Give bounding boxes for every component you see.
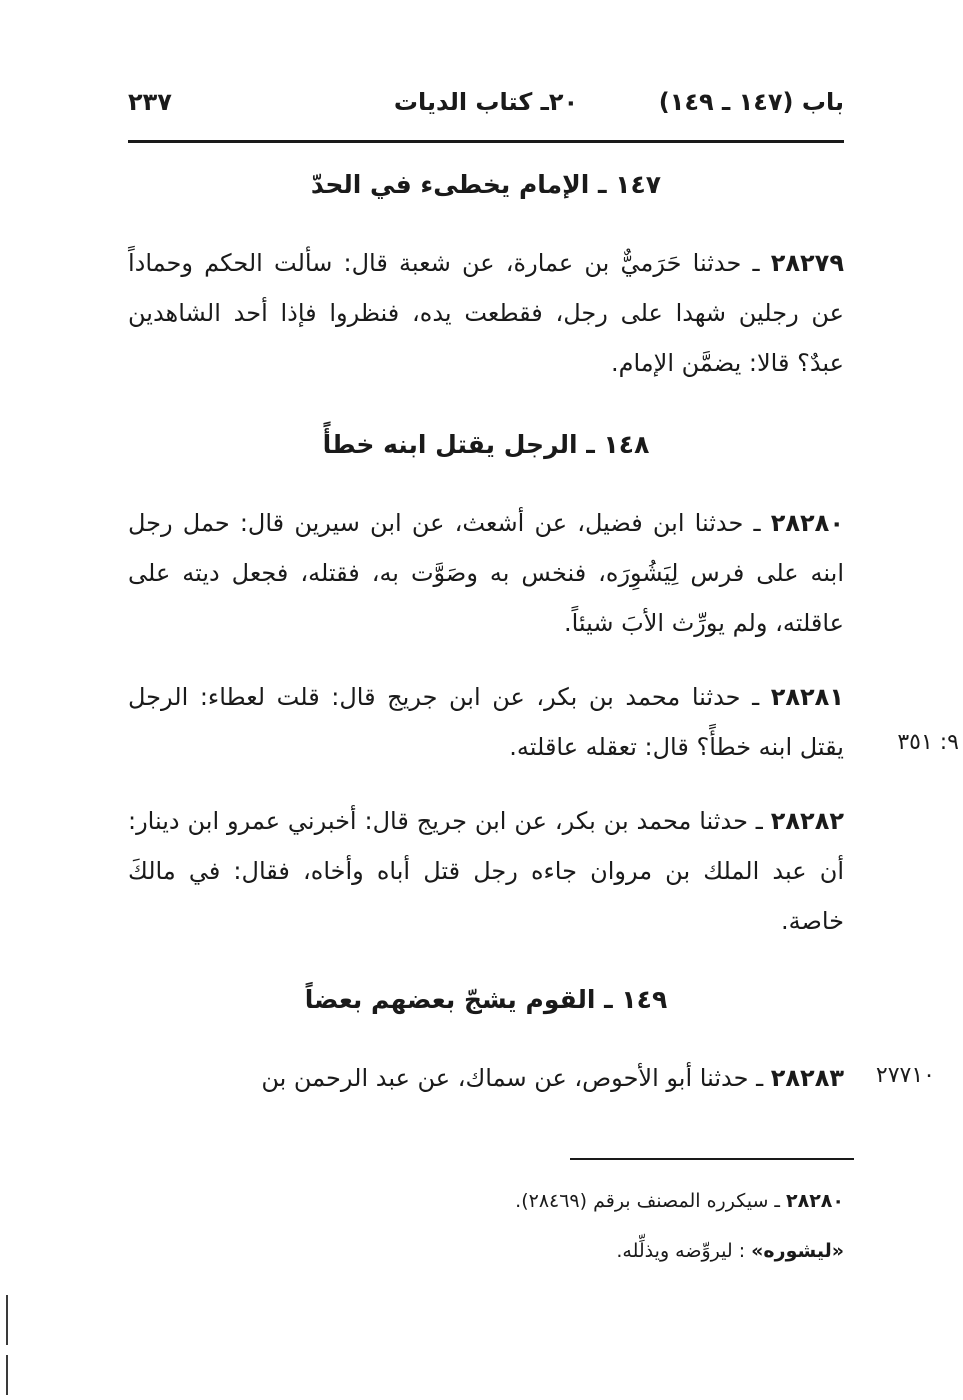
footnote-number: ٢٨٢٨٠ (786, 1190, 844, 1212)
footnote-2 (128, 1240, 844, 1262)
section-title-148: ١٤٨ ـ الرجل يقتل ابنه خطأً (322, 430, 650, 459)
hadith-number: ٢٨٢٨١ (770, 683, 844, 711)
hadith-text: ـ حدثنا أبو الأحوص، عن سماك، عن عبد الرحمن بن (261, 1064, 764, 1092)
book-title: ٢٠ـ كتاب الديات (393, 88, 579, 116)
hadith-number: ٢٨٢٨٠ (770, 509, 844, 537)
hadith-text: ـ حدثنا ابن فضيل، عن أشعث، عن ابن سيرين قال: حمل رجل ابنه على فرس لِيَشُوِرَه، فنخس به وصَوَّت به، فقتله، فجعل ديته على عاقلته، ولم يورِّث الأبَ شيئاً. (128, 509, 844, 637)
footnote-1 (128, 1190, 844, 1212)
footnote-text: ـ سيكرره المصنف برقم (٢٨٤٦٩). (515, 1190, 780, 1212)
section-title-149: ١٤٩ ـ القوم يشجّ بعضهم بعضاً (304, 985, 668, 1014)
footnote-rule (570, 1158, 854, 1160)
page-number: ٢٣٧ (128, 88, 172, 116)
header-rule (128, 140, 844, 143)
hadith-28281 (128, 672, 844, 772)
running-header (128, 88, 844, 128)
hadith-number: ٢٨٢٧٩ (770, 249, 844, 277)
footnote-term: «ليشوره» (751, 1240, 844, 1262)
scan-edge-mark (6, 1295, 8, 1345)
section-title-147: ١٤٧ ـ الإمام يخطىء في الحدّ (310, 170, 662, 199)
hadith-number: ٢٨٢٨٢ (770, 807, 844, 835)
hadith-28279 (128, 238, 844, 388)
margin-ref-27710: ٢٧٧١٠ (875, 1063, 935, 1088)
hadith-text: ـ حدثنا محمد بن بكر، عن ابن جريج قال: قلت لعطاء: الرجل يقتل ابنه خطأً؟ قال: تعقله عاقلته. (128, 683, 844, 761)
hadith-number: ٢٨٢٨٣ (770, 1064, 844, 1092)
hadith-28280 (128, 498, 844, 648)
margin-ref-9-351: ٩: ٣٥١ (897, 730, 959, 755)
chapter-range: باب (١٤٧ ـ ١٤٩) (658, 88, 844, 116)
hadith-text: ـ حدثنا حَرَميٌّ بن عمارة، عن شعبة قال: سألت الحكم وحماداً عن رجلين شهدا على رجل، فقطعت يده، فنظروا فإذا أحد الشاهدين عبدٌ؟ قالا: يضمَّن الإمام. (128, 249, 844, 377)
hadith-text: ـ حدثنا محمد بن بكر، عن ابن جريج قال: أخبرني عمرو ابن دينار: أن عبد الملك بن مروان جاءه رجل قتل أباه وأخاه، فقال: في مالكَ خاصة. (128, 807, 844, 935)
footnote-text: : ليروِّضه ويذلِّله. (616, 1240, 746, 1262)
hadith-28282 (128, 796, 844, 946)
hadith-28283 (128, 1053, 844, 1103)
scan-edge-mark (6, 1355, 8, 1395)
